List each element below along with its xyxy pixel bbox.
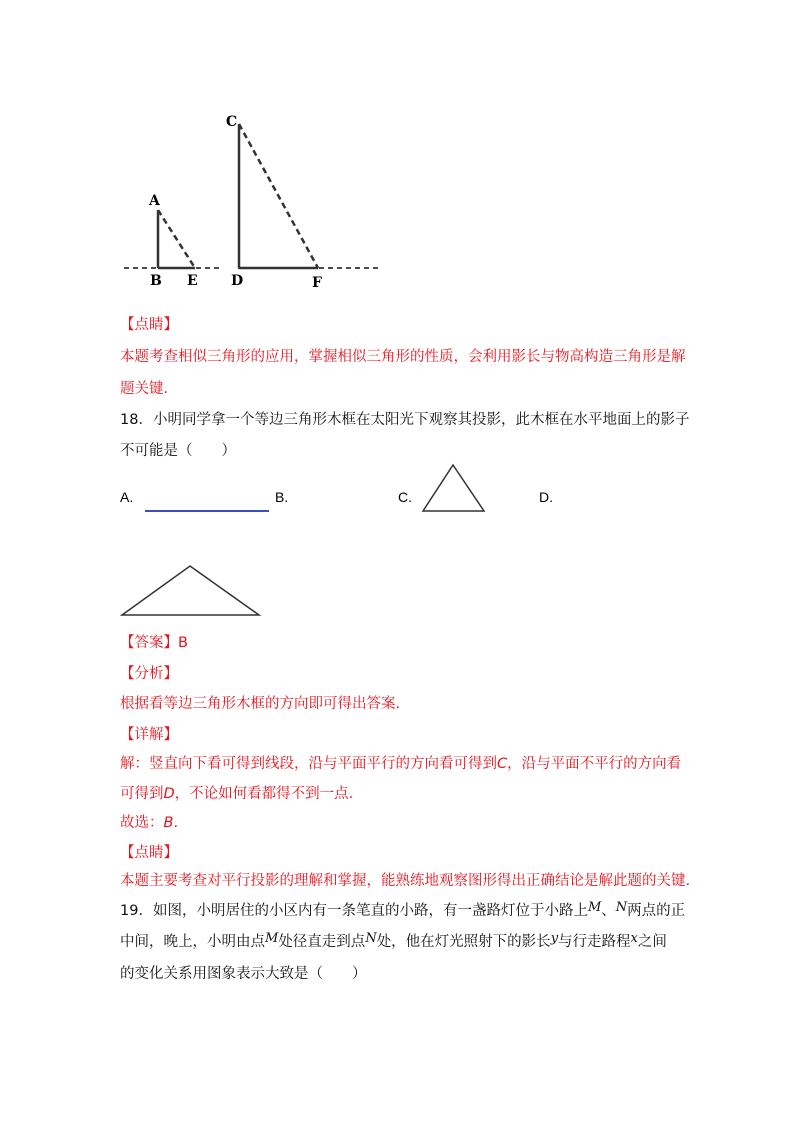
option-a-label: A. [120,489,134,505]
answer-value: B [178,635,188,651]
label-c: C [226,114,238,130]
label-a: A [149,193,160,209]
detail-line3: 故选：B. [120,815,179,831]
option-c-equilateral-triangle [420,462,488,514]
label-b: B [150,273,162,289]
q18-line2: 不可能是（ ） [120,443,236,459]
q19-line1: 19．如图，小明居住的小区内有一条笔直的小路，有一盏路灯位于小路上M、N两点的正 [120,900,686,919]
similar-triangles-figure [0,0,800,300]
detail-line2: 可得到D，不论如何看都得不到一点. [120,786,354,802]
detail-heading: 【详解】 [120,727,178,743]
q19-line2: 中间，晚上，小明由点M处径直走到点N处，他在灯光照射下的影长y与行走路程x之间 [120,931,667,950]
detail-line1: 解：竖直向下看可得到线段，沿与平面平行的方向看可得到C，沿与平面不平行的方向看 [120,756,682,772]
comment1-heading: 【点睛】 [120,317,178,333]
option-c-label: C. [398,489,412,505]
label-d: D [231,273,244,289]
option-d-label: D. [539,489,553,505]
analysis-heading: 【分析】 [120,666,178,682]
comment2-heading: 【点睛】 [120,845,178,861]
analysis-text: 根据看等边三角形木框的方向即可得出答案. [120,696,401,712]
label-e: E [187,273,198,289]
q18-line1: 18．小明同学拿一个等边三角形木框在太阳光下观察其投影，此木框在水平地面上的影子 [120,412,690,428]
comment1-line2: 题关键. [120,381,169,397]
answer-line [120,633,188,653]
option-d-obtuse-triangle [118,563,264,619]
segment-ae [158,210,195,268]
segment-cf [239,124,318,268]
comment2-text: 本题主要考查对平行投影的理解和掌握，能熟练地观察图形得出正确结论是解此题的关键. [120,873,691,889]
answer-heading: 【答案】 [120,635,178,651]
label-f: F [312,275,322,291]
comment1-line1: 本题考查相似三角形的应用，掌握相似三角形的性质，会利用影长与物高构造三角形是解 [120,349,686,365]
option-b-label: B. [275,489,289,505]
option-a-segment [145,510,269,512]
q19-line3: 的变化关系用图象表示大致是（ ） [120,966,367,982]
